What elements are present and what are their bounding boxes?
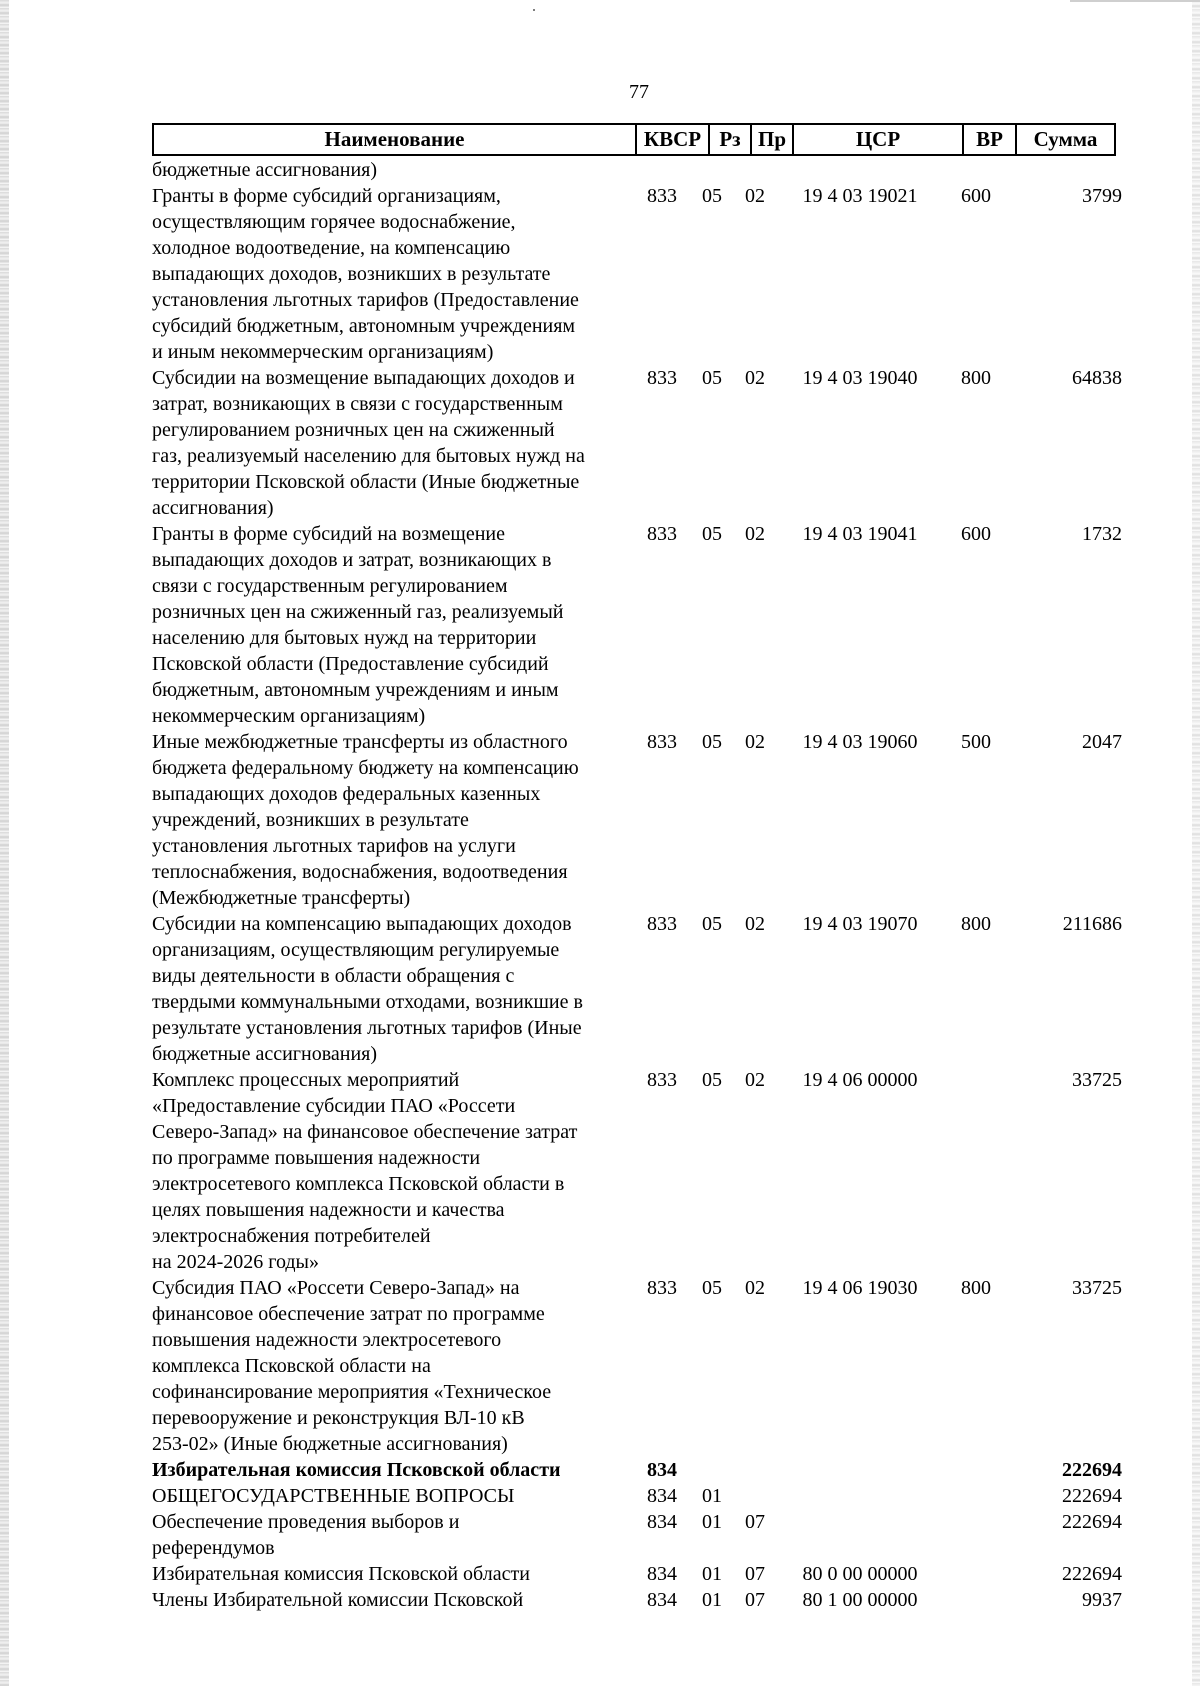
row-vr: 600 (961, 185, 991, 207)
row-vr: 800 (961, 1277, 991, 1299)
row-name: ОБЩЕГОСУДАРСТВЕННЫЕ ВОПРОСЫ (152, 1485, 515, 1507)
row-rz: 05 (702, 1069, 722, 1091)
row-name: Субсидии на компенсацию выпадающих доходов организациям, осуществляющим регулируемые виды деятельности в области обращения с твердыми коммунальными отходами, возникшие в результате установления льготных тарифов (Иные бюджетные ассигнования) (152, 913, 583, 1065)
row-rz: 01 (702, 1511, 722, 1533)
row-rz: 05 (702, 523, 722, 545)
scan-speck (533, 9, 535, 11)
row-csr: 19 4 03 19040 (802, 367, 918, 389)
table-header (152, 123, 1116, 156)
row-pr: 02 (745, 523, 765, 545)
row-kvsr: 833 (647, 913, 677, 935)
row-sum: 211686 (1062, 913, 1122, 935)
header-vr: ВР (964, 125, 1017, 154)
row-name: Субсидии на возмещение выпадающих доходов и затрат, возникающих в связи с государственным регулированием розничных цен на сжиженный газ, реализуемый населению для бытовых нужд на территории Псковской области (Иные бюджетные ассигнования) (152, 367, 585, 519)
table-row (152, 729, 1122, 911)
row-rz: 05 (702, 913, 722, 935)
row-rz: 01 (702, 1485, 722, 1507)
row-kvsr: 833 (647, 1069, 677, 1091)
row-vr: 800 (961, 913, 991, 935)
row-pr: 02 (745, 1277, 765, 1299)
table-row (152, 1561, 1122, 1587)
row-sum: 9937 (1082, 1589, 1122, 1611)
row-sum: 64838 (1072, 367, 1122, 389)
header-rz: Рз (710, 125, 752, 154)
row-rz: 05 (702, 1277, 722, 1299)
table-row (152, 911, 1122, 1067)
row-csr: 19 4 03 19021 (802, 185, 918, 207)
row-name: Члены Избирательной комиссии Псковской (152, 1589, 524, 1611)
row-pr: 07 (745, 1563, 765, 1585)
row-sum: 222694 (1062, 1511, 1122, 1533)
row-name: Гранты в форме субсидий организациям, осуществляющим горячее водоснабжение, холодное водоотведение, на компенсацию выпадающих доходов, возникших в результате установления льготных тарифов (Предоставление субсидий бюджетным, автономным учреждениям и иным некоммерческим организациям) (152, 185, 579, 363)
row-name: Избирательная комиссия Псковской области (152, 1563, 530, 1585)
row-csr: 19 4 03 19041 (802, 523, 918, 545)
table-row (152, 365, 1122, 521)
header-csr: ЦСР (794, 125, 964, 154)
row-kvsr: 834 (647, 1589, 677, 1611)
row-kvsr: 833 (647, 731, 677, 753)
table-row (152, 1587, 1122, 1613)
scan-edge-left (0, 0, 9, 1686)
header-kvsr: КВСР (637, 125, 710, 154)
row-name: Субсидия ПАО «Россети Северо-Запад» на финансовое обеспечение затрат по программе повышения надежности электросетевого комплекса Псковской области на софинансирование мероприятия «Техническое перевооружение и реконструкция ВЛ-10 кВ 253-02» (Иные бюджетные ассигнования) (152, 1277, 552, 1455)
row-rz: 05 (702, 367, 722, 389)
row-pr: 02 (745, 367, 765, 389)
table-row (152, 157, 1122, 183)
row-csr: 19 4 03 19070 (802, 913, 918, 935)
row-name: Гранты в форме субсидий на возмещение выпадающих доходов и затрат, возникающих в связи с государственным регулированием розничных цен на сжиженный газ, реализуемый населению для бытовых нужд на территории Псковской области (Предоставление субсидий бюджетным, автономным учреждениям и иным некоммерческим организациям) (152, 523, 564, 727)
row-rz: 01 (702, 1589, 722, 1611)
scan-edge-right (1192, 0, 1200, 1686)
row-pr: 07 (745, 1589, 765, 1611)
header-pr: Пр (752, 125, 794, 154)
scan-edge-top (1070, 0, 1200, 2)
row-kvsr: 833 (647, 185, 677, 207)
row-kvsr: 834 (647, 1485, 677, 1507)
row-sum: 33725 (1072, 1069, 1122, 1091)
row-pr: 02 (745, 913, 765, 935)
table-row (152, 1067, 1122, 1275)
row-name: Комплекс процессных мероприятий «Предоставление субсидии ПАО «Россети Северо-Запад» на финансовое обеспечение затрат по программе повышения надежности электросетевого комплекса Псковской области в целях повышения надежности и качества электроснабжения потребителей на 2024-2026 годы» (152, 1069, 578, 1273)
row-kvsr: 834 (647, 1459, 677, 1481)
row-pr: 02 (745, 1069, 765, 1091)
row-kvsr: 833 (647, 523, 677, 545)
row-rz: 05 (702, 731, 722, 753)
table-row (152, 183, 1122, 365)
table-row (152, 1275, 1122, 1457)
row-rz: 01 (702, 1563, 722, 1585)
row-kvsr: 833 (647, 367, 677, 389)
row-csr: 19 4 06 19030 (802, 1277, 918, 1299)
row-name: Обеспечение проведения выборов и референдумов (152, 1511, 460, 1559)
row-pr: 07 (745, 1511, 765, 1533)
row-name: Избирательная комиссия Псковской области (152, 1459, 561, 1481)
table-row (152, 1509, 1122, 1561)
row-sum: 3799 (1082, 185, 1122, 207)
page-number: 77 (629, 81, 649, 103)
row-sum: 222694 (1062, 1563, 1122, 1585)
row-sum: 2047 (1082, 731, 1122, 753)
row-name: бюджетные ассигнования) (152, 159, 378, 181)
row-kvsr: 834 (647, 1511, 677, 1533)
row-csr: 80 1 00 00000 (802, 1589, 918, 1611)
header-name: Наименование (154, 125, 637, 154)
row-pr: 02 (745, 731, 765, 753)
row-sum: 222694 (1062, 1485, 1122, 1507)
row-kvsr: 834 (647, 1563, 677, 1585)
row-csr: 19 4 06 00000 (802, 1069, 918, 1091)
row-csr: 80 0 00 00000 (802, 1563, 918, 1585)
table-row (152, 521, 1122, 729)
row-pr: 02 (745, 185, 765, 207)
row-sum: 222694 (1062, 1459, 1122, 1481)
row-name: Иные межбюджетные трансферты из областного бюджета федеральному бюджету на компенсацию выпадающих доходов федеральных казенных учреждений, возникших в результате установления льготных тарифов на услуги теплоснабжения, водоснабжения, водоотведения (Межбюджетные трансферты) (152, 731, 579, 909)
row-csr: 19 4 03 19060 (802, 731, 918, 753)
table-row (152, 1457, 1122, 1483)
header-sum: Сумма (1033, 127, 1098, 151)
row-vr: 500 (961, 731, 991, 753)
table-row (152, 1483, 1122, 1509)
row-vr: 800 (961, 367, 991, 389)
row-sum: 1732 (1082, 523, 1122, 545)
row-sum: 33725 (1072, 1277, 1122, 1299)
row-rz: 05 (702, 185, 722, 207)
row-vr: 600 (961, 523, 991, 545)
row-kvsr: 833 (647, 1277, 677, 1299)
table-body (152, 157, 1122, 1613)
